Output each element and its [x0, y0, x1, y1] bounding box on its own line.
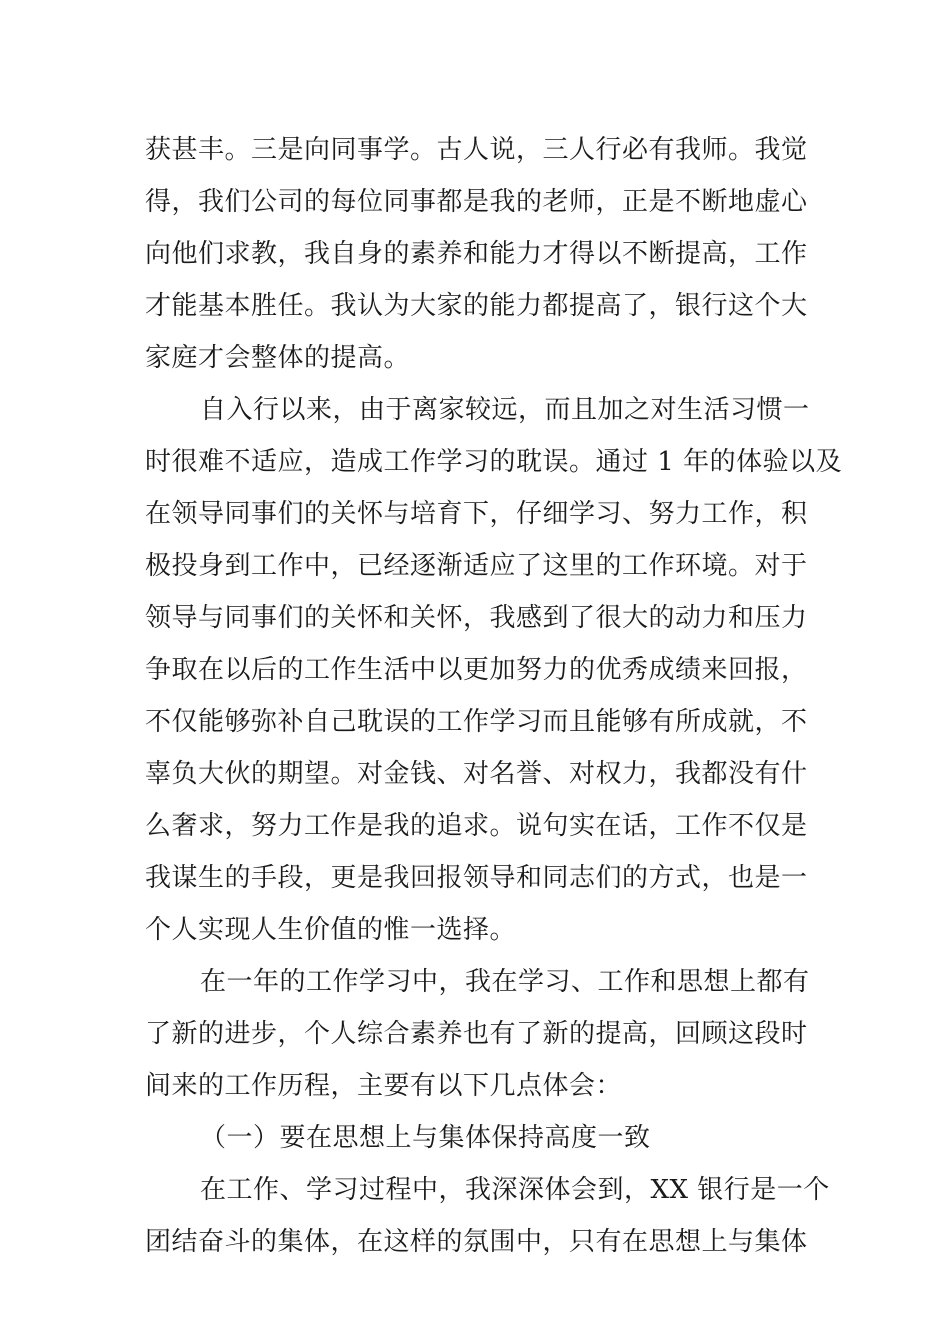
text-line: 获甚丰。三是向同事学。古人说，三人行必有我师。我觉: [145, 135, 808, 165]
text-line: 向他们求教，我自身的素养和能力才得以不断提高，工作: [145, 239, 808, 269]
paragraph-first-line: 在一年的工作学习中，我在学习、工作和思想上都有: [200, 967, 810, 997]
text-line: 极投身到工作中，已经逐渐适应了这里的工作环境。对于: [145, 551, 808, 581]
text-line: 团结奋斗的集体，在这样的氛围中，只有在思想上与集体: [145, 1227, 808, 1257]
text-line: 得，我们公司的每位同事都是我的老师，正是不断地虚心: [145, 187, 808, 217]
paragraph-first-line: 在工作、学习过程中，我深深体会到，XX 银行是一个: [200, 1175, 830, 1205]
text-line: 了新的进步，个人综合素养也有了新的提高，回顾这段时: [145, 1019, 808, 1049]
text-line: 不仅能够弥补自己耽误的工作学习而且能够有所成就，不: [145, 707, 808, 737]
text-line: 在领导同事们的关怀与培育下，仔细学习、努力工作，积: [145, 499, 808, 529]
text-line: 家庭才会整体的提高。: [145, 343, 411, 373]
text-line: 时很难不适应，造成工作学习的耽误。通过 1 年的体验以及: [145, 447, 843, 477]
text-line: 个人实现人生价值的惟一选择。: [145, 915, 517, 945]
text-line: 争取在以后的工作生活中以更加努力的优秀成绩来回报，: [145, 655, 808, 685]
paragraph-first-line: 自入行以来，由于离家较远，而且加之对生活习惯一: [200, 395, 810, 425]
document-body-text: [145, 124, 843, 1268]
section-heading: （一）要在思想上与集体保持高度一致: [200, 1123, 651, 1153]
text-line: 辜负大伙的期望。对金钱、对名誉、对权力，我都没有什: [145, 759, 808, 789]
text-line: 我谋生的手段，更是我回报领导和同志们的方式，也是一: [145, 863, 808, 893]
text-line: 才能基本胜任。我认为大家的能力都提高了，银行这个大: [145, 291, 808, 321]
text-line: 么奢求，努力工作是我的追求。说句实在话，工作不仅是: [145, 811, 808, 841]
text-line: 领导与同事们的关怀和关怀，我感到了很大的动力和压力: [145, 603, 808, 633]
text-line: 间来的工作历程，主要有以下几点体会：: [145, 1071, 623, 1101]
